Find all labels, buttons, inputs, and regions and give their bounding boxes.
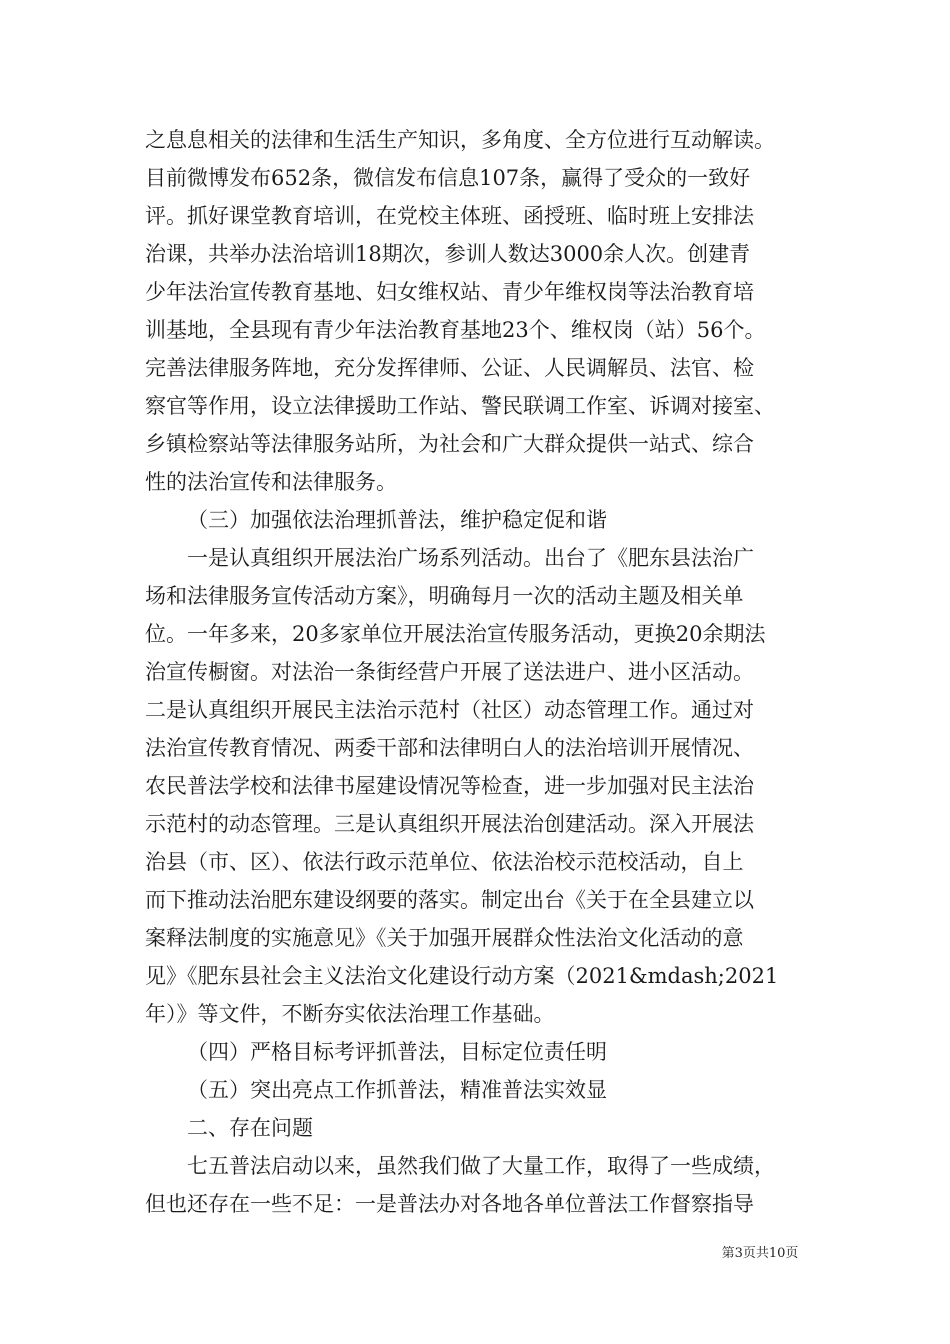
section-heading: （四）严格目标考评抓普法，目标定位责任明: [187, 1040, 607, 1064]
section-heading: （五）突出亮点工作抓普法，精准普法实效显: [187, 1078, 607, 1102]
text-line: 察官等作用，设立法律援助工作站、警民联调工作室、诉调对接室、: [145, 394, 775, 418]
text-line: 乡镇检察站等法律服务站所，为社会和广大群众提供一站式、综合: [145, 432, 754, 456]
text-line: 目前微博发布652条，微信发布信息107条，赢得了受众的一致好: [145, 166, 751, 190]
section-heading: （三）加强依法治理抓普法，维护稳定促和谐: [187, 508, 607, 532]
text-line: 评。抓好课堂教育培训，在党校主体班、函授班、临时班上安排法: [145, 204, 754, 228]
text-line: 治宣传橱窗。对法治一条街经营户开展了送法进户、进小区活动。: [145, 660, 754, 684]
chapter-heading: 二、存在问题: [187, 1116, 313, 1140]
paragraph-start-line: 一是认真组织开展法治广场系列活动。出台了《肥东县法治广: [187, 546, 754, 570]
text-line: 案释法制度的实施意见》《关于加强开展群众性法治文化活动的意: [145, 926, 744, 950]
text-line: 少年法治宣传教育基地、妇女维权站、青少年维权岗等法治教育培: [145, 280, 754, 304]
page-number-footer: 第3页共10页: [721, 1246, 799, 1261]
text-line: 示范村的动态管理。三是认真组织开展法治创建活动。深入开展法: [145, 812, 754, 836]
text-line: 见》《肥东县社会主义法治文化建设行动方案（2021&mdash;2021: [145, 964, 779, 988]
text-line: 位。一年多来，20多家单位开展法治宣传服务活动，更换20余期法: [145, 622, 766, 646]
text-line: 而下推动法治肥东建设纲要的落实。制定出台《关于在全县建立以: [145, 888, 754, 912]
text-line: 完善法律服务阵地，充分发挥律师、公证、人民调解员、法官、检: [145, 356, 754, 380]
text-line: 农民普法学校和法律书屋建设情况等检查，进一步加强对民主法治: [145, 774, 754, 798]
text-line: 法治宣传教育情况、两委干部和法律明白人的法治培训开展情况、: [145, 736, 754, 760]
text-line: 年）》等文件，不断夯实依法治理工作基础。: [145, 1002, 555, 1026]
text-line: 治县（市、区）、依法行政示范单位、依法治校示范校活动，自上: [145, 850, 744, 874]
text-line: 场和法律服务宣传活动方案》，明确每月一次的活动主题及相关单: [145, 584, 744, 608]
text-line: 性的法治宣传和法律服务。: [145, 470, 397, 494]
text-line: 但也还存在一些不足：一是普法办对各地各单位普法工作督察指导: [145, 1192, 754, 1216]
paragraph-start-line: 七五普法启动以来，虽然我们做了大量工作，取得了一些成绩，: [187, 1154, 775, 1178]
text-line: 之息息相关的法律和生活生产知识，多角度、全方位进行互动解读。: [145, 128, 775, 152]
text-line: 训基地，全县现有青少年法治教育基地23个、维权岗（站）56个。: [145, 318, 766, 342]
text-line: 二是认真组织开展民主法治示范村（社区）动态管理工作。通过对: [145, 698, 754, 722]
text-line: 治课，共举办法治培训18期次，参训人数达3000余人次。创建青: [145, 242, 751, 266]
